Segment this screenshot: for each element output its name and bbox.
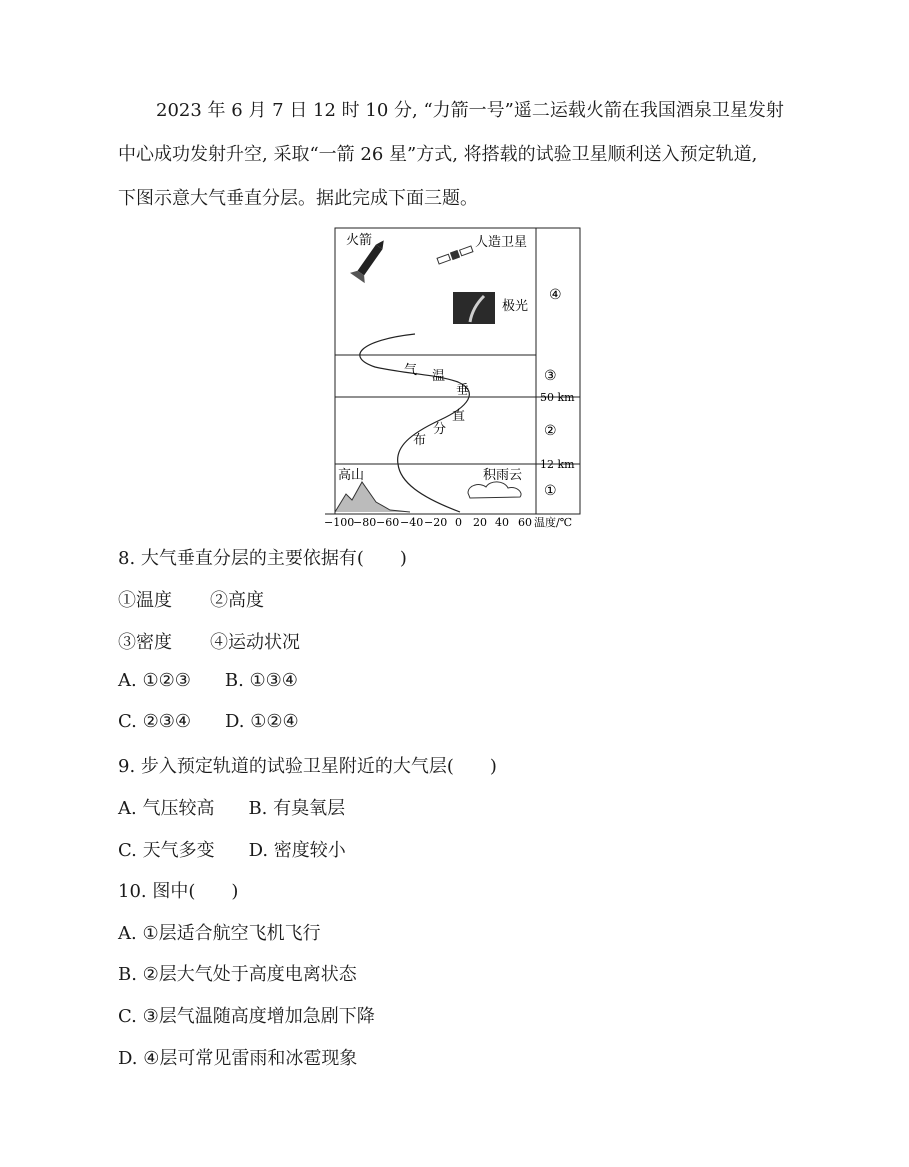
curve-char-1: 气 [404,363,418,378]
curve-char-2: 温 [432,369,446,384]
axis-unit-label: 温度/℃ [534,516,573,528]
mountain-icon [335,482,410,512]
intro-line-2: 中心成功发射升空, 采取“一箭 26 星”方式, 将搭载的试验卫星顺利送入预定轨道, [118,144,758,165]
tick-label: 60 [518,516,532,528]
tick-label: 20 [473,516,487,528]
question-9-row [118,794,345,820]
choice-option: A. 气压较高 [118,798,215,819]
choice-option: A. ①②③ [118,670,191,691]
question-8-row [118,628,300,654]
layer-label-1: ① [544,483,557,499]
tick-label: 40 [495,516,509,528]
tick-label: −20 [424,516,448,528]
mountain-label: 高山 [338,468,365,483]
label-12km: 12 km [540,458,575,471]
layer-label-2: ② [544,423,557,439]
satellite-icon [437,245,474,265]
choice-item: ③密度 [118,632,172,653]
choice-item: ④运动状况 [210,632,300,653]
choice-option: D. ①②④ [224,711,299,732]
tick-label: −100 [324,516,355,528]
x-axis [324,514,572,528]
aurora-label: 极光 [502,299,529,314]
question-8-stem: 8. 大气垂直分层的主要依据有( ) [118,548,407,569]
choice-option: B. ①③④ [224,670,298,691]
choice-option: C. ③层气温随高度增加急剧下降 [118,1006,375,1027]
choice-option: B. 有臭氧层 [248,798,346,819]
tick-label: 0 [455,516,462,528]
question-8-row [118,670,298,691]
tick-label: −60 [376,516,400,528]
curve-char-4: 直 [452,409,466,424]
intro-line-3: 下图示意大气垂直分层。据此完成下面三题。 [118,188,478,209]
question-8-row [118,586,264,612]
layer-label-4: ④ [549,287,562,303]
tick-label: −80 [353,516,377,528]
choice-option: C. 天气多变 [118,840,215,861]
choice-option: A. ①层适合航空飞机飞行 [118,923,321,944]
layer-label-3: ③ [544,368,557,384]
tick-label: −40 [400,516,424,528]
curve-char-5: 分 [433,422,447,437]
rocket-label: 火箭 [346,233,373,248]
intro-line-1: 2023 年 6 月 7 日 12 时 10 分, “力箭一号”遥二运载火箭在我国酒泉卫星发射 [156,100,784,121]
choice-option: D. ④层可常见雷雨和冰雹现象 [118,1048,358,1069]
label-50km: 50 km [540,391,575,404]
atmosphere-layers-diagram [320,222,590,528]
question-8-row [118,711,299,732]
cloud-icon [468,482,521,498]
choice-option: B. ②层大气处于高度电离状态 [118,964,357,985]
choice-item: ①温度 [118,590,172,611]
choice-option: C. ②③④ [118,711,191,732]
question-9-stem: 9. 步入预定轨道的试验卫星附近的大气层( ) [118,756,497,777]
curve-char-3: 垂 [456,383,470,398]
curve-char-6: 布 [413,433,427,448]
choice-option: D. 密度较小 [248,840,346,861]
satellite-label: 人造卫星 [475,235,528,250]
question-10-stem: 10. 图中( ) [118,881,239,902]
choice-item: ②高度 [210,590,264,611]
question-9-row [118,836,346,862]
cloud-label: 积雨云 [483,468,523,483]
